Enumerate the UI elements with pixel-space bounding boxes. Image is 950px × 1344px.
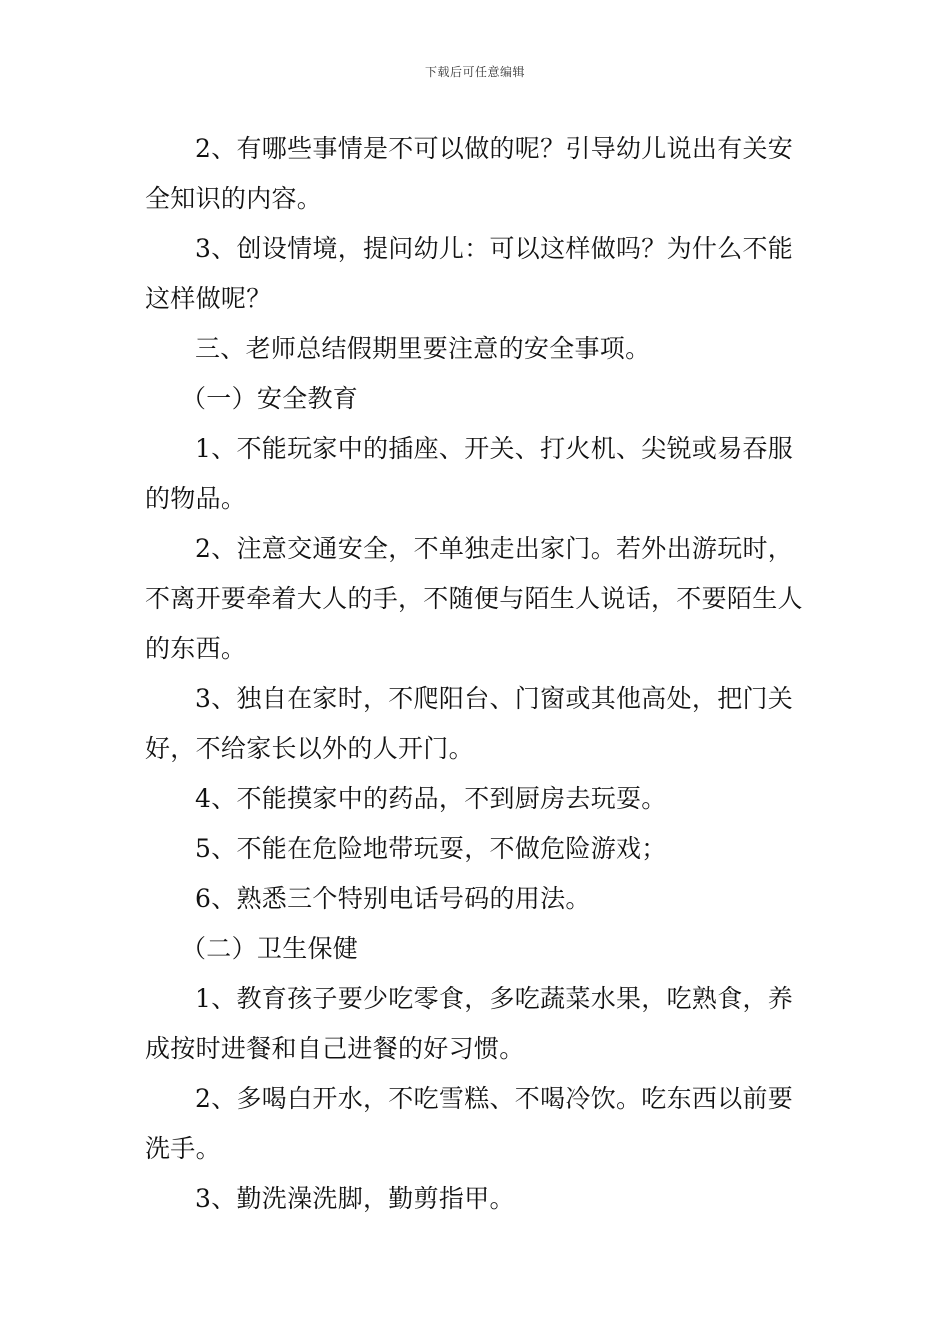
subsection-heading: （一）安全教育: [181, 384, 359, 413]
section-heading: 三、老师总结假期里要注意的安全事项。: [195, 334, 651, 363]
page-header: 下载后可任意编辑: [424, 65, 525, 79]
paragraph: 2、多喝白开水，不吃雪糕、不喝冷饮。吃东西以前要洗手。: [145, 1084, 794, 1163]
paragraph: 2、注意交通安全，不单独走出家门。若外出游玩时，不离开要牵着大人的手，不随便与陌生人说话，不要陌生人的东西。: [145, 534, 803, 663]
paragraph: 1、教育孩子要少吃零食，多吃蔬菜水果，吃熟食，养成按时进餐和自己进餐的好习惯。: [145, 984, 794, 1063]
paragraph: 2、有哪些事情是不可以做的呢？引导幼儿说出有关安全知识的内容。: [145, 134, 794, 213]
paragraph: 5、不能在危险地带玩耍，不做危险游戏；: [195, 834, 667, 863]
paragraph: 3、独自在家时，不爬阳台、门窗或其他高处，把门关好，不给家长以外的人开门。: [145, 684, 794, 763]
paragraph: 3、创设情境，提问幼儿：可以这样做吗？为什么不能这样做呢？: [145, 234, 794, 313]
document-body: [145, 124, 809, 1224]
subsection-heading: （二）卫生保健: [181, 934, 359, 963]
paragraph: 1、不能玩家中的插座、开关、打火机、尖锐或易吞服的物品。: [145, 434, 794, 513]
paragraph: 3、勤洗澡洗脚，勤剪指甲。: [195, 1184, 515, 1213]
paragraph: 6、熟悉三个特别电话号码的用法。: [195, 884, 591, 913]
paragraph: 4、不能摸家中的药品，不到厨房去玩耍。: [195, 784, 667, 813]
